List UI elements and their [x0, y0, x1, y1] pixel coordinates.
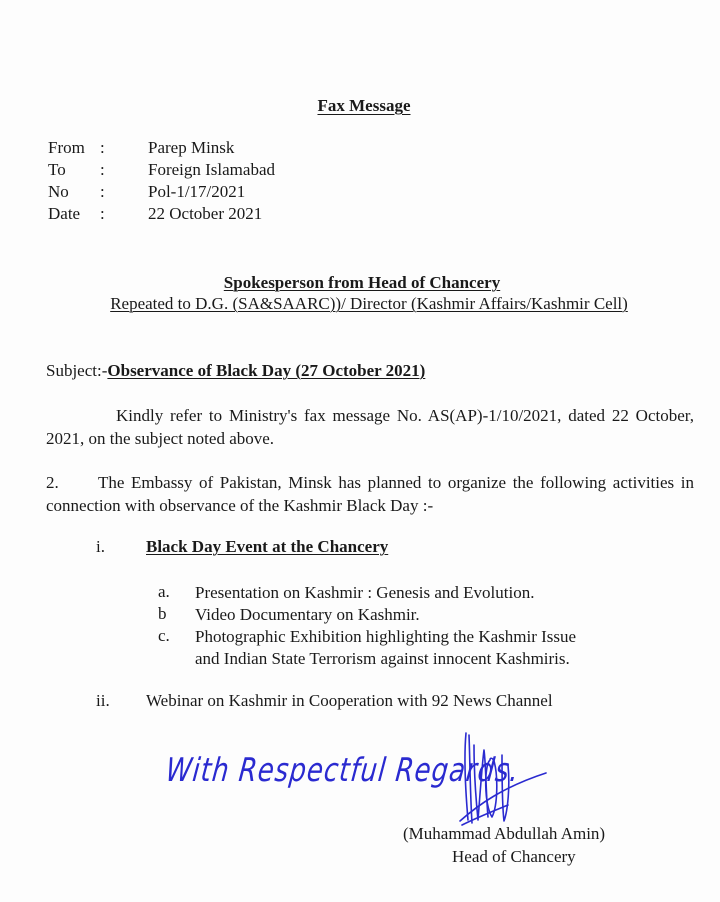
activity-2-number: ii.: [96, 691, 110, 710]
header-label-date: Date: [48, 204, 81, 223]
document-title-text: Fax Message: [317, 96, 411, 115]
header-colon: :: [100, 160, 105, 179]
repeated-to-line: [0, 294, 720, 314]
header-colon: :: [100, 204, 105, 223]
signatory-name: (Muhammad Abdullah Amin): [403, 824, 606, 843]
header-value-to: Foreign Islamabad: [148, 160, 275, 179]
header-colon: :: [100, 138, 105, 157]
sub-item-c-text: Photographic Exhibition highlighting the Kashmir Issue: [195, 627, 577, 646]
signatory-title: Head of Chancery: [452, 847, 576, 866]
sub-item-b-letter: b: [158, 604, 167, 623]
subject-label: Subject:-: [46, 361, 108, 380]
activity-2-title: Webinar on Kashmir in Cooperation with 92 News Channel: [146, 691, 553, 710]
header-label-to: To: [48, 160, 66, 179]
sub-item-b-text: Video Documentary on Kashmir.: [195, 605, 420, 624]
sub-item-c-text-continued: and Indian State Terrorism against innocent Kashmiris.: [195, 649, 570, 668]
addressee: Spokesperson from Head of Chancery: [223, 273, 501, 292]
repeated-to: Repeated to D.G. (SA&SAARC))/ Director (Kashmir Affairs/Kashmir Cell): [110, 294, 628, 313]
header-value-no: Pol-1/17/2021: [148, 182, 246, 201]
paragraph-2: [46, 471, 694, 517]
paragraph-2-number: 2.: [46, 473, 59, 492]
paragraph-2-text: The Embassy of Pakistan, Minsk has planned to organize the following activities in connection with observance of the Kashmir Black Day :-: [46, 473, 694, 515]
subject-line: [46, 361, 425, 381]
paragraph-1: Kindly refer to Ministry's fax message No. AS(AP)-1/10/2021, dated 22 October, 2021, on the subject noted above.: [46, 406, 694, 448]
header-colon: :: [100, 182, 105, 201]
activity-1-number: i.: [96, 537, 105, 556]
addressee-line: [0, 273, 720, 293]
handwritten-signoff: With Respectful Regards.: [164, 752, 522, 790]
signature-icon: [448, 725, 558, 835]
sub-item-a-text: Presentation on Kashmir : Genesis and Evolution.: [195, 583, 535, 602]
document-title: [0, 96, 720, 116]
header-value-date: 22 October 2021: [148, 204, 263, 223]
sub-item-c-letter: c.: [158, 626, 170, 645]
subject-text: Observance of Black Day (27 October 2021): [107, 361, 426, 380]
sub-item-a-letter: a.: [158, 582, 170, 601]
activity-1-title: Black Day Event at the Chancery: [146, 537, 389, 556]
header-value-from: Parep Minsk: [148, 138, 235, 157]
header-label-from: From: [48, 138, 85, 157]
header-label-no: No: [48, 182, 69, 201]
